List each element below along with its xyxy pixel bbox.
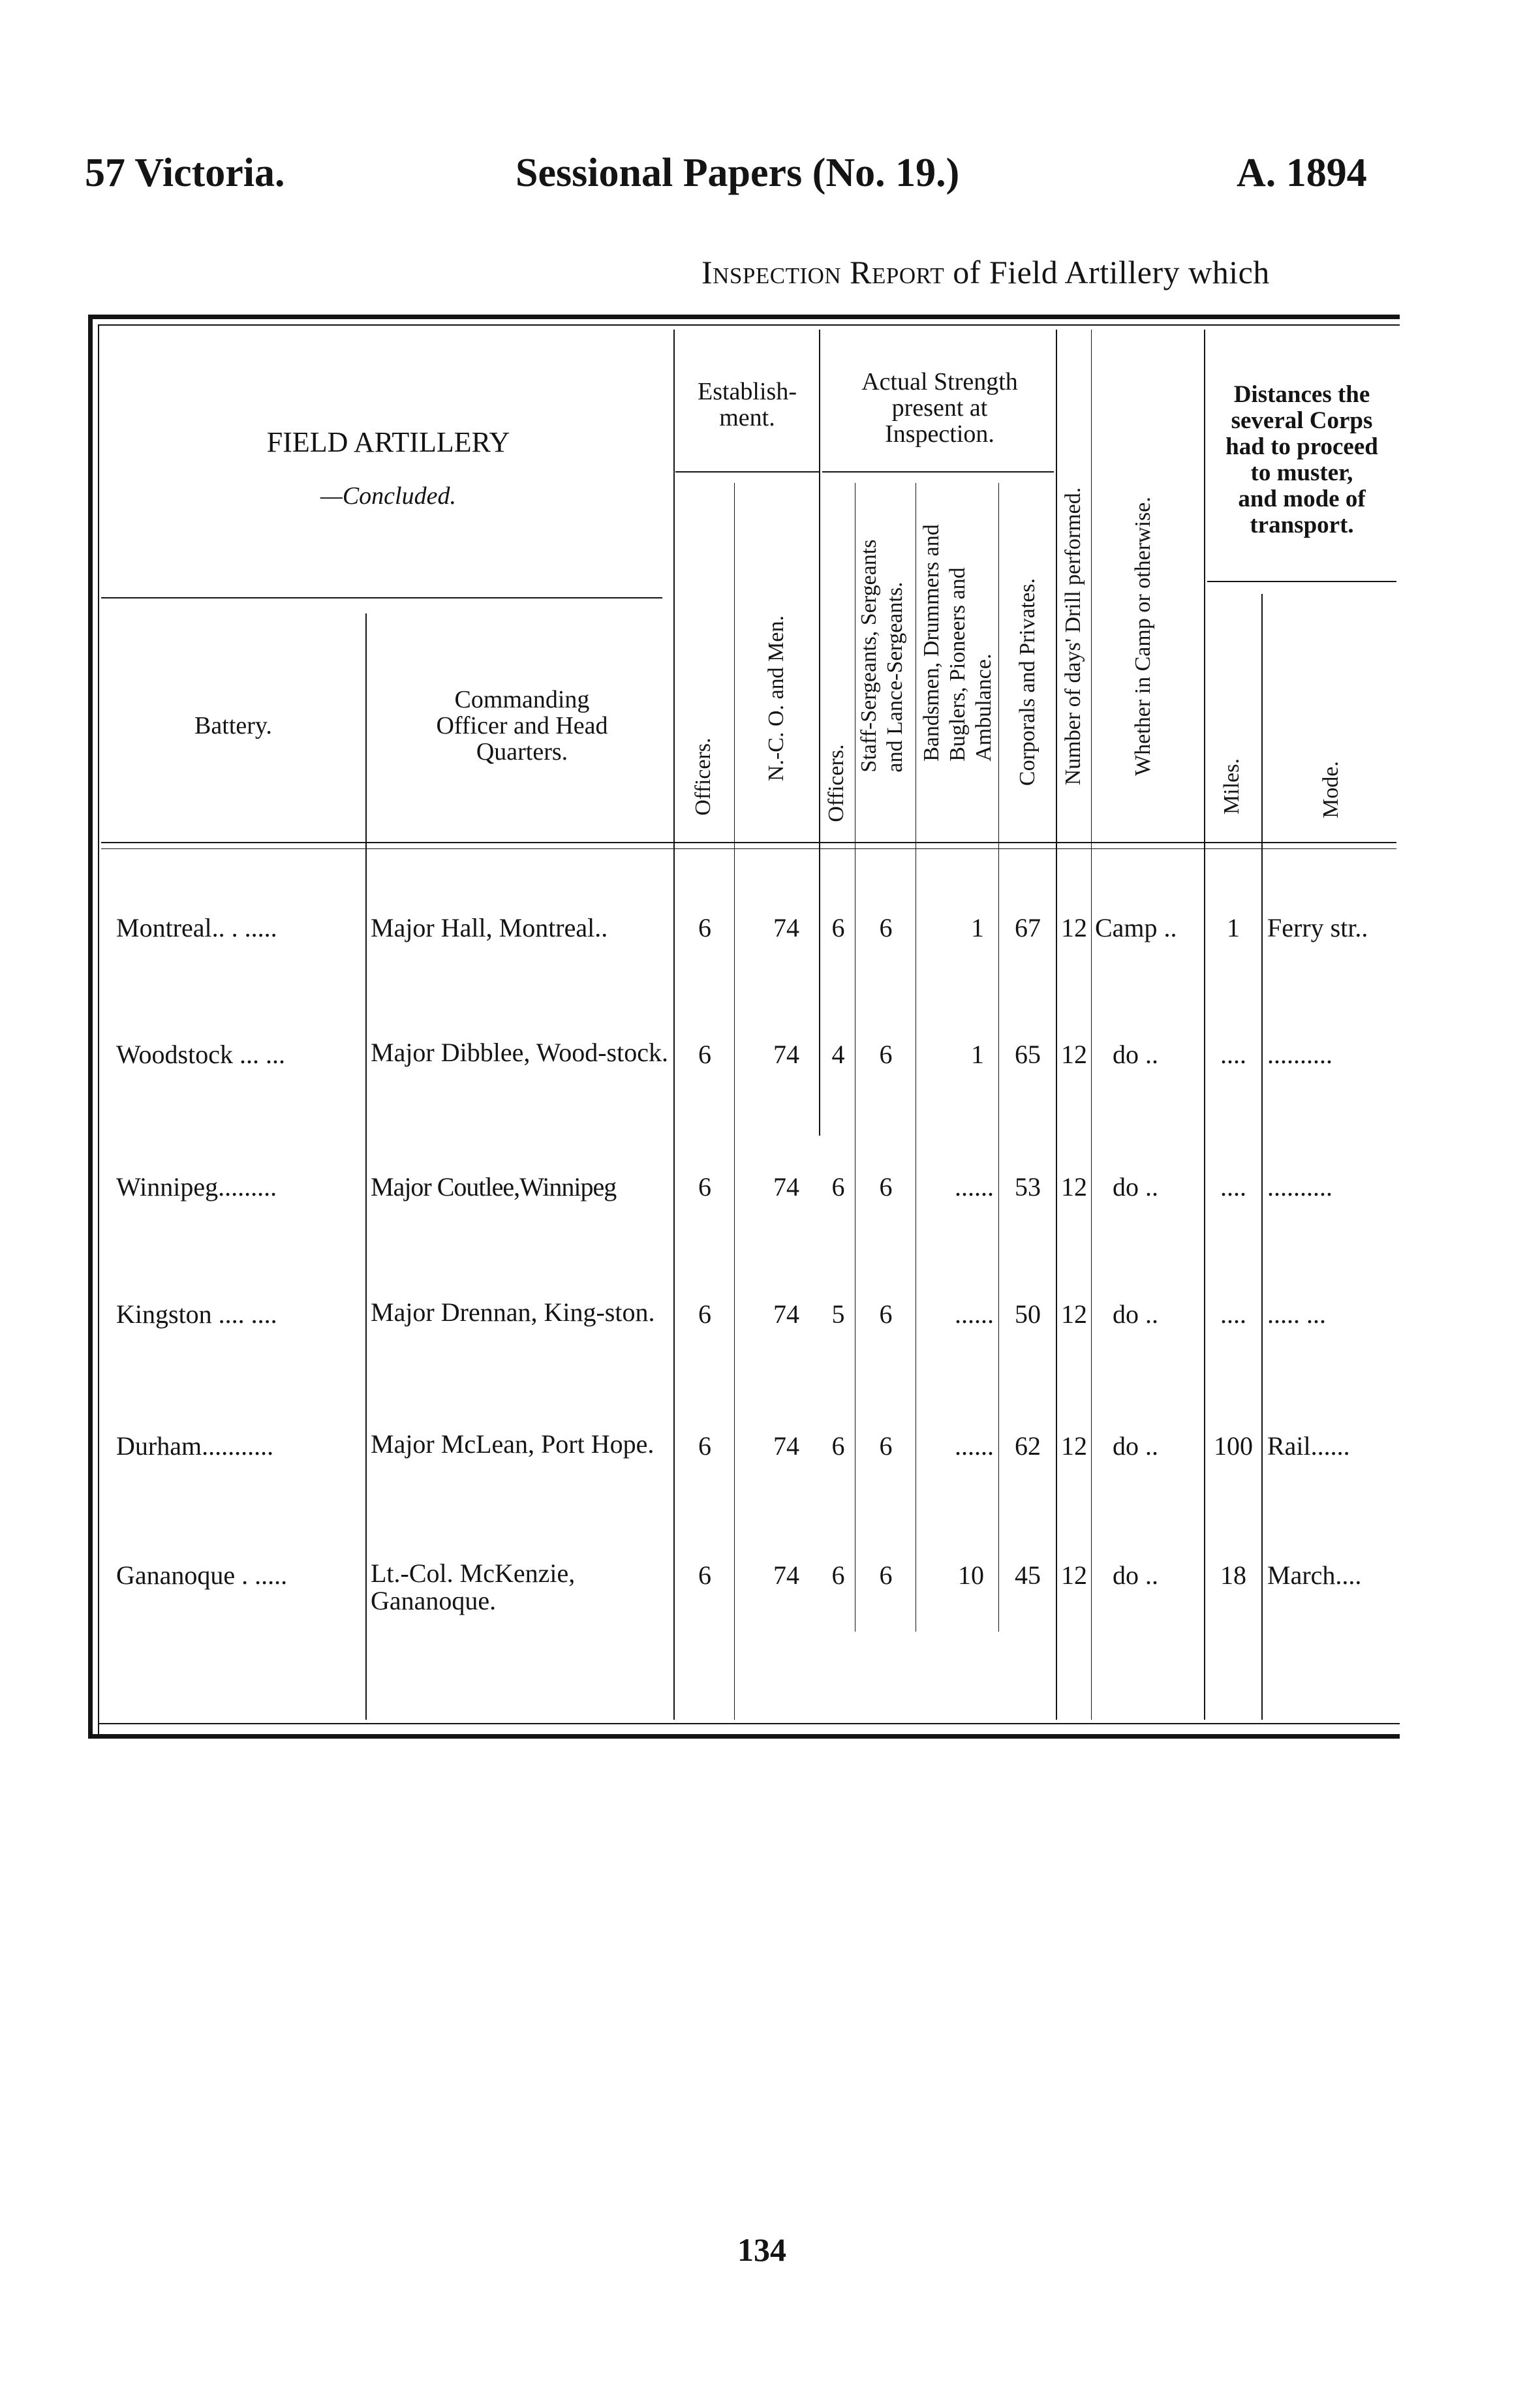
cell-bandsmen: 1 xyxy=(971,1040,984,1069)
cell-est-nco: 74 xyxy=(773,1431,799,1461)
cell-est-nco: 74 xyxy=(773,1172,799,1202)
cell-staff: 6 xyxy=(879,1560,893,1590)
col-rule-days xyxy=(1056,330,1057,1720)
header-corporals: Corporals and Privates. xyxy=(1015,578,1040,786)
cell-est-officers: 6 xyxy=(698,1040,711,1069)
running-header-right: A. 1894 xyxy=(1237,151,1367,195)
cell-corporals: 50 xyxy=(1015,1299,1041,1329)
cell-battery: Winnipeg......... xyxy=(116,1172,277,1202)
col-rule-est-officers xyxy=(673,330,675,1720)
rule-group-actual xyxy=(822,471,1054,473)
cell-est-nco: 74 xyxy=(773,913,799,942)
cell-corporals: 65 xyxy=(1015,1040,1041,1069)
table-subtitle: —Concluded. xyxy=(320,482,456,510)
header-bandsmen-line-3: Ambulance. xyxy=(972,653,996,762)
header-bandsmen xyxy=(919,524,997,762)
rule-header-bottom xyxy=(101,842,1396,843)
cell-days: 12 xyxy=(1061,1560,1087,1590)
cell-commanding: Major Hall, Montreal.. xyxy=(371,913,608,942)
rule-header-bottom-2 xyxy=(101,848,1396,849)
header-staff xyxy=(856,540,908,773)
cell-camp: do .. xyxy=(1113,1299,1158,1329)
cell-act-officers: 6 xyxy=(831,1172,845,1202)
cell-est-officers: 6 xyxy=(698,1172,711,1202)
col-rule-mode xyxy=(1261,594,1263,1720)
cell-commanding: Lt.-Col. McKenzie, Gananoque. xyxy=(371,1559,576,1615)
header-distances xyxy=(1207,382,1396,538)
cell-act-officers: 4 xyxy=(831,1040,845,1069)
cell-bandsmen: 10 xyxy=(958,1560,984,1590)
cell-act-officers: 6 xyxy=(831,1560,845,1590)
header-distances-line-2: several Corps xyxy=(1231,407,1373,434)
header-staff-line-1: Staff-Sergeants, Sergeants xyxy=(857,539,881,773)
running-header-center: Sessional Papers (No. 19.) xyxy=(516,151,960,195)
page-number: 134 xyxy=(737,2231,786,2268)
header-distances-line-1: Distances the xyxy=(1233,381,1370,408)
caption-smallcaps: Inspection Report xyxy=(701,254,945,290)
cell-corporals: 53 xyxy=(1015,1172,1041,1202)
cell-days: 12 xyxy=(1061,1431,1087,1461)
col-rule-est-nco xyxy=(734,483,735,1720)
cell-est-officers: 6 xyxy=(698,1299,711,1329)
rule-left-thin xyxy=(98,324,99,1734)
col-rule-camp xyxy=(1091,330,1092,1720)
cell-days: 12 xyxy=(1061,1172,1087,1202)
header-actual-line-3: Inspection. xyxy=(885,420,994,448)
header-establishment-line-2: ment. xyxy=(719,404,775,431)
cell-camp: do .. xyxy=(1113,1560,1158,1590)
cell-mode: March.... xyxy=(1267,1560,1362,1590)
cell-battery: Woodstock ... ... xyxy=(116,1040,285,1069)
cell-days: 12 xyxy=(1061,1040,1087,1069)
cell-staff: 6 xyxy=(879,1040,893,1069)
header-distances-line-5: and mode of xyxy=(1238,486,1366,512)
header-act-officers: Officers. xyxy=(824,744,848,822)
col-rule-corporals xyxy=(998,483,999,1632)
header-actual-strength xyxy=(822,369,1057,447)
col-rule-miles xyxy=(1204,330,1205,1720)
cell-battery: Montreal.. . ..... xyxy=(116,913,277,942)
header-distances-line-6: transport. xyxy=(1250,512,1354,538)
header-battery: Battery. xyxy=(194,712,272,739)
cell-staff: 6 xyxy=(879,1299,893,1329)
header-commanding xyxy=(369,687,675,765)
cell-mode: Rail...... xyxy=(1267,1431,1350,1461)
cell-bandsmen: ...... xyxy=(955,1431,994,1461)
cell-corporals: 45 xyxy=(1015,1560,1041,1590)
cell-camp: do .. xyxy=(1113,1172,1158,1202)
cell-battery: Durham........... xyxy=(116,1431,274,1461)
header-mode: Mode. xyxy=(1319,761,1343,818)
cell-bandsmen: 1 xyxy=(971,913,984,942)
table-caption xyxy=(701,253,1270,291)
cell-staff: 6 xyxy=(879,1431,893,1461)
header-establishment-line-1: Establish- xyxy=(698,378,797,405)
cell-camp: do .. xyxy=(1113,1431,1158,1461)
cell-commanding: Major McLean, Port Hope. xyxy=(371,1429,654,1459)
cell-staff: 6 xyxy=(879,1172,893,1202)
rule-top-thick xyxy=(88,315,1400,319)
cell-commanding: Major Dibblee, Wood-stock. xyxy=(371,1038,668,1067)
cell-miles: 1 xyxy=(1227,913,1240,942)
cell-mode: ..... ... xyxy=(1267,1299,1326,1329)
header-camp: Whether in Camp or otherwise. xyxy=(1131,497,1155,776)
header-commanding-line-3: Quarters. xyxy=(476,738,568,766)
cell-battery: Gananoque . ..... xyxy=(116,1560,288,1590)
header-miles: Miles. xyxy=(1220,758,1244,815)
rule-group-distances xyxy=(1207,581,1396,582)
cell-battery: Kingston .... .... xyxy=(116,1299,277,1329)
header-bandsmen-line-1: Bandsmen, Drummers and xyxy=(919,524,944,762)
header-distances-line-3: had to proceed xyxy=(1225,433,1378,460)
cell-camp: Camp .. xyxy=(1095,913,1177,942)
cell-staff: 6 xyxy=(879,913,893,942)
cell-est-nco: 74 xyxy=(773,1560,799,1590)
cell-est-nco: 74 xyxy=(773,1299,799,1329)
header-establishment xyxy=(675,379,819,431)
col-rule-battery xyxy=(365,613,367,1720)
header-days: Number of days' Drill performed. xyxy=(1061,487,1085,786)
cell-est-officers: 6 xyxy=(698,913,711,942)
header-distances-line-4: to muster, xyxy=(1250,459,1353,486)
header-staff-line-2: and Lance-Sergeants. xyxy=(883,582,907,773)
cell-miles: 100 xyxy=(1214,1431,1253,1461)
rule-group-establishment xyxy=(675,471,819,473)
rule-bottom-thin xyxy=(98,1723,1400,1724)
cell-mode: .......... xyxy=(1267,1040,1332,1069)
cell-mode: .......... xyxy=(1267,1172,1332,1202)
rule-top-thin xyxy=(98,324,1400,326)
cell-est-officers: 6 xyxy=(698,1431,711,1461)
cell-bandsmen: ...... xyxy=(955,1172,994,1202)
cell-days: 12 xyxy=(1061,913,1087,942)
cell-corporals: 62 xyxy=(1015,1431,1041,1461)
rule-left-thick xyxy=(88,315,93,1739)
col-rule-act-officers xyxy=(819,330,820,1136)
cell-camp: do .. xyxy=(1113,1040,1158,1069)
rule-bottom-thick xyxy=(88,1734,1400,1739)
rule-title-bottom xyxy=(101,597,662,598)
cell-act-officers: 5 xyxy=(831,1299,845,1329)
cell-bandsmen: ...... xyxy=(955,1299,994,1329)
caption-rest: of Field Artillery which xyxy=(953,254,1270,290)
cell-days: 12 xyxy=(1061,1299,1087,1329)
header-est-nco: N.-C. O. and Men. xyxy=(764,615,788,782)
cell-mode: Ferry str.. xyxy=(1267,913,1368,942)
cell-est-nco: 74 xyxy=(773,1040,799,1069)
cell-miles: .... xyxy=(1220,1299,1246,1329)
cell-commanding: Major Coutlee,Winnipeg xyxy=(371,1172,617,1202)
header-actual-line-1: Actual Strength xyxy=(861,368,1018,396)
cell-miles: 18 xyxy=(1220,1560,1246,1590)
cell-miles: .... xyxy=(1220,1040,1246,1069)
cell-act-officers: 6 xyxy=(831,1431,845,1461)
cell-corporals: 67 xyxy=(1015,913,1041,942)
table-title: FIELD ARTILLERY xyxy=(266,426,510,458)
cell-commanding: Major Drennan, King-ston. xyxy=(371,1297,655,1327)
cell-est-officers: 6 xyxy=(698,1560,711,1590)
header-commanding-line-2: Officer and Head xyxy=(436,712,608,739)
cell-miles: .... xyxy=(1220,1172,1246,1202)
header-actual-line-2: present at xyxy=(891,394,988,422)
header-est-officers: Officers. xyxy=(691,737,715,816)
running-header-left: 57 Victoria. xyxy=(85,151,285,195)
header-commanding-line-1: Commanding xyxy=(454,686,590,713)
header-bandsmen-line-2: Buglers, Pioneers and xyxy=(946,567,970,762)
cell-act-officers: 6 xyxy=(831,913,845,942)
